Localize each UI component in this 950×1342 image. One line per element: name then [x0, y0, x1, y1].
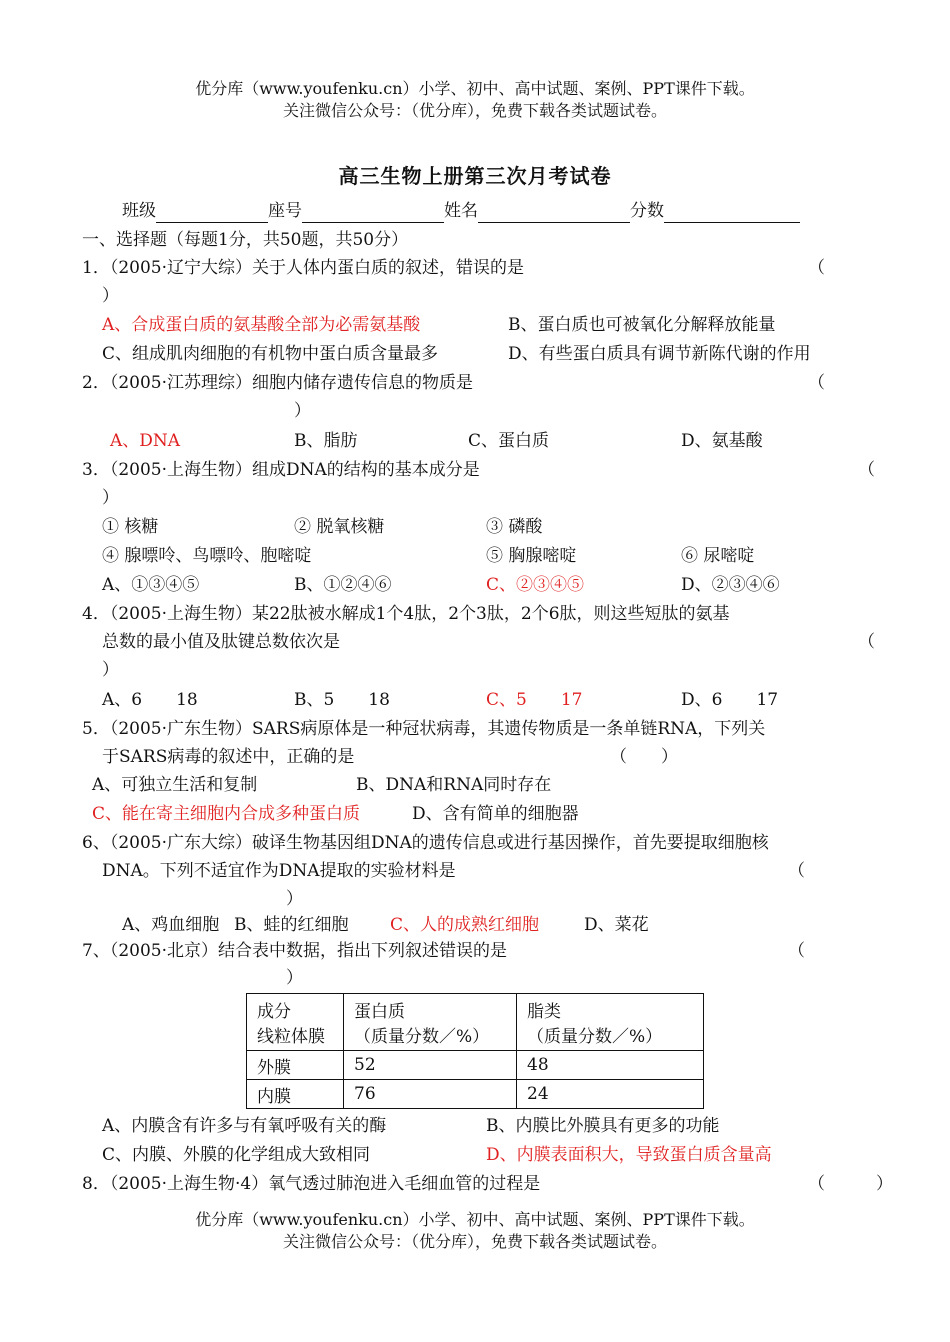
- q6-option-b: B、蛙的红细胞: [234, 915, 349, 935]
- q4-option-c: C、5 17: [486, 690, 583, 710]
- table-cell: 外膜: [247, 1051, 344, 1080]
- q3-item-4: ④ 腺嘌呤、鸟嘌呤、胞嘧啶: [102, 546, 312, 566]
- q7-option-b: B、内膜比外膜具有更多的功能: [486, 1116, 720, 1136]
- q1-paren-close: ）: [102, 286, 119, 306]
- header-component: 成分: [257, 1002, 291, 1022]
- q3-option-a: A、①③④⑤: [102, 575, 200, 595]
- q2-option-c: C、蛋白质: [468, 431, 550, 451]
- table-cell: 48: [517, 1051, 704, 1080]
- q5-option-c: C、能在寄主细胞内合成多种蛋白质: [92, 804, 361, 824]
- q3-paren-open: （: [858, 460, 875, 480]
- q5-option-a: A、可独立生活和复制: [92, 775, 258, 795]
- exam-title: 高三生物上册第三次月考试卷: [338, 164, 612, 188]
- q5-paren: （ ）: [610, 747, 678, 767]
- q1-option-b: B、蛋白质也可被氧化分解释放能量: [508, 315, 776, 335]
- header-line-1: 优分库（www.youfenku.cn）小学、初中、高中试题、案例、PPT课件下载。: [195, 79, 755, 98]
- table-cell: 24: [517, 1080, 704, 1109]
- q2-paren-close: ）: [294, 401, 311, 421]
- q4-option-d: D、6 17: [681, 690, 779, 710]
- q6-option-d: D、菜花: [584, 915, 649, 935]
- table-header-row: [247, 994, 704, 1051]
- q2-paren-open: （: [808, 373, 825, 393]
- q5-stem-2: 于SARS病毒的叙述中，正确的是: [102, 747, 355, 767]
- q5-option-b: B、DNA和RNA同时存在: [356, 775, 552, 795]
- q4-paren-open: （: [858, 632, 875, 652]
- header-protein: 蛋白质: [354, 1002, 405, 1022]
- q4-stem: 4．（2005·上海生物）某22肽被水解成1个4肽，2个3肽，2个6肽，则这些短肽的氨基: [82, 604, 730, 624]
- q7-stem: 7、（2005·北京）结合表中数据，指出下列叙述错误的是: [82, 941, 507, 961]
- score-label: 分数: [630, 201, 664, 221]
- q3-option-c: C、②③④⑤: [486, 575, 585, 595]
- q3-option-d: D、②③④⑥: [681, 575, 780, 595]
- q3-item-5: ⑤ 胸腺嘧啶: [486, 546, 577, 566]
- header-line-2: 关注微信公众号：（优分库），免费下载各类试题试卷。: [282, 101, 667, 120]
- q8-paren: （ ）: [808, 1174, 893, 1194]
- table-cell: 内膜: [247, 1080, 344, 1109]
- q1-option-d: D、有些蛋白质具有调节新陈代谢的作用: [508, 344, 811, 364]
- q4-paren-close: ）: [102, 660, 119, 680]
- q6-paren-close: ）: [286, 889, 303, 909]
- q3-item-6: ⑥ 尿嘧啶: [681, 546, 755, 566]
- q2-option-a: A、DNA: [110, 431, 181, 451]
- q6-stem: 6、（2005·广东大综）破译生物基因组DNA的遗传信息或进行基因操作，首先要提取细胞核: [82, 833, 769, 853]
- q3-item-2: ② 脱氧核糖: [294, 517, 385, 537]
- name-blank[interactable]: [478, 204, 630, 223]
- q7-option-c: C、内膜、外膜的化学组成大致相同: [102, 1145, 371, 1165]
- table-cell: 76: [344, 1080, 517, 1109]
- q6-paren-open: （: [788, 861, 805, 881]
- q3-item-1: ① 核糖: [102, 517, 159, 537]
- q6-option-c: C、人的成熟红细胞: [390, 915, 540, 935]
- q6-option-a: A、鸡血细胞: [122, 915, 220, 935]
- table-row: [247, 1080, 704, 1109]
- section-heading: 一、选择题（每题1分，共50题，共50分）: [82, 230, 409, 250]
- seat-label: 座号: [268, 201, 302, 221]
- q6-stem-2: DNA。下列不适宜作为DNA提取的实验材料是: [102, 861, 456, 881]
- q2-stem: 2．（2005·江苏理综）细胞内储存遗传信息的物质是: [82, 373, 473, 393]
- table-row: [247, 1051, 704, 1080]
- score-blank[interactable]: [664, 204, 800, 223]
- name-label: 姓名: [444, 201, 478, 221]
- class-label: 班级: [122, 201, 156, 221]
- seat-blank[interactable]: [302, 204, 444, 223]
- table-header-cell: [517, 994, 704, 1051]
- student-info-row: [122, 199, 800, 223]
- q7-paren-close: ）: [286, 968, 303, 988]
- q3-paren-close: ）: [102, 488, 119, 508]
- q2-option-b: B、脂肪: [294, 431, 358, 451]
- q5-option-d: D、含有简单的细胞器: [412, 804, 579, 824]
- q1-option-c: C、组成肌肉细胞的有机物中蛋白质含量最多: [102, 344, 439, 364]
- header-protein-unit: （质量分数／%）: [354, 1027, 490, 1047]
- q7-paren-open: （: [788, 941, 805, 961]
- q4-option-b: B、5 18: [294, 690, 390, 710]
- q7-option-a: A、内膜含有许多与有氧呼吸有关的酶: [102, 1116, 387, 1136]
- q1-stem: 1．（2005·辽宁大综）关于人体内蛋白质的叙述，错误的是: [82, 258, 524, 278]
- q8-stem: 8．（2005·上海生物·4）氧气透过肺泡进入毛细血管的过程是: [82, 1174, 541, 1194]
- q3-option-b: B、①②④⑥: [294, 575, 392, 595]
- header-lipid-unit: （质量分数／%）: [527, 1027, 663, 1047]
- q3-stem: 3．（2005·上海生物）组成DNA的结构的基本成分是: [82, 460, 480, 480]
- footer-line-1: 优分库（www.youfenku.cn）小学、初中、高中试题、案例、PPT课件下载。: [195, 1210, 755, 1229]
- q7-option-d: D、内膜表面积大，导致蛋白质含量高: [486, 1145, 772, 1165]
- table-header-cell: [247, 994, 344, 1051]
- q5-stem: 5．（2005·广东生物）SARS病原体是一种冠状病毒，其遗传物质是一条单链RNA，下列关: [82, 719, 766, 739]
- q4-stem-2: 总数的最小值及肽键总数依次是: [102, 632, 340, 652]
- class-blank[interactable]: [156, 204, 268, 223]
- header-mito-membrane: 线粒体膜: [257, 1027, 325, 1047]
- header-lipid: 脂类: [527, 1002, 561, 1022]
- table-header-cell: [344, 994, 517, 1051]
- q2-option-d: D、氨基酸: [681, 431, 763, 451]
- q3-item-3: ③ 磷酸: [486, 517, 543, 537]
- q1-paren-open: （: [808, 258, 825, 278]
- table-cell: 52: [344, 1051, 517, 1080]
- q1-option-a: A、合成蛋白质的氨基酸全部为必需氨基酸: [102, 315, 421, 335]
- footer-line-2: 关注微信公众号：（优分库），免费下载各类试题试卷。: [282, 1232, 667, 1251]
- q4-option-a: A、6 18: [102, 690, 198, 710]
- membrane-composition-table: [246, 993, 704, 1109]
